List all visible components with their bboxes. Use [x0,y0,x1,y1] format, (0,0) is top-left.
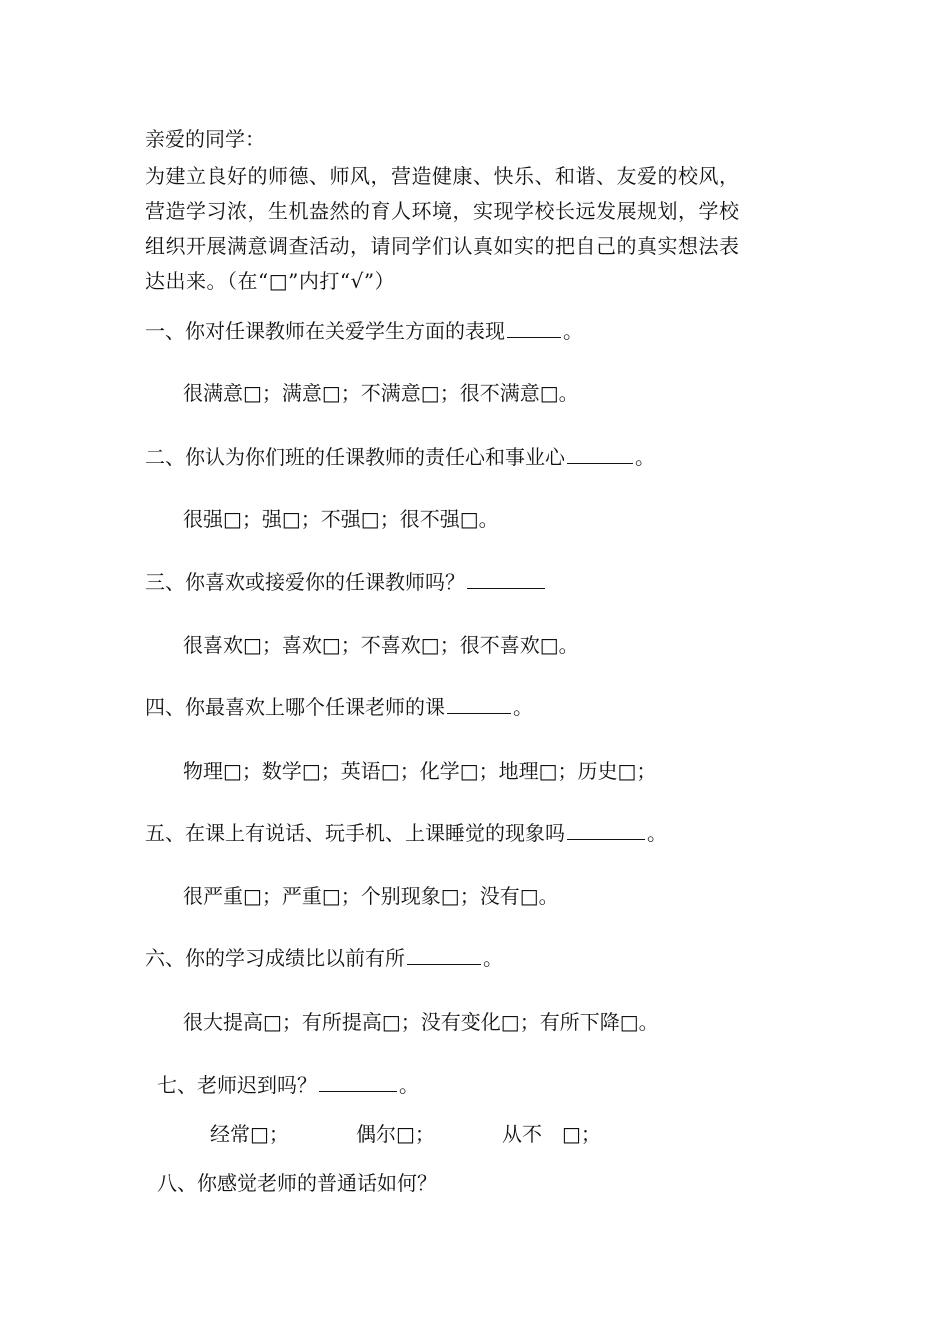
question-suffix: 。 [635,445,655,469]
question-1-options[interactable]: 很满意□；满意□；不满意□；很不满意□。 [183,381,579,405]
answer-blank[interactable] [567,443,633,464]
question-3-options[interactable]: 很喜欢□；喜欢□；不喜欢□；很不喜欢□。 [183,633,579,657]
question-4 [145,692,533,722]
question-text: 六、你的学习成绩比以前有所 [145,946,405,970]
question-suffix: 。 [483,946,503,970]
intro-paragraph [145,159,815,299]
question-text: 三、你喜欢或接爱你的任课教师吗？ [145,570,465,594]
intro-line: 组织开展满意调查活动，请同学们认真如实的把自己的真实想法表 [145,234,740,258]
answer-blank[interactable] [447,693,511,714]
question-7-options [210,1119,601,1149]
intro-line: 为建立良好的师德、师风，营造健康、快乐、和谐、友爱的校风， [145,164,740,188]
question-4-options[interactable]: 物理□；数学□；英语□；化学□；地理□；历史□； [183,759,657,783]
question-text: 五、在课上有说话、玩手机、上课睡觉的现象吗 [145,821,565,845]
question-text: 一、你对任课教师在关爱学生方面的表现 [145,319,505,343]
question-text: 二、你认为你们班的任课教师的责任心和事业心 [145,445,565,469]
question-8 [157,1168,437,1198]
answer-blank[interactable] [467,568,545,589]
question-suffix: 。 [647,821,667,845]
answer-blank[interactable] [319,1071,397,1092]
question-text: 七、老师迟到吗？ [157,1073,317,1097]
question-text: 四、你最喜欢上哪个任课老师的课 [145,695,445,719]
intro-line: 达出来。（在“□”内打“√”） [145,269,396,293]
question-6-options[interactable]: 很大提高□；有所提高□；没有变化□；有所下降□。 [183,1010,659,1034]
question-5 [145,818,667,848]
question-suffix: 。 [563,319,583,343]
answer-blank[interactable] [407,944,481,965]
option-never[interactable]: 从不 □； [502,1122,601,1146]
question-suffix: 。 [513,695,533,719]
option-sometimes[interactable]: 偶尔□； [356,1122,435,1146]
answer-blank[interactable] [567,819,645,840]
question-2 [145,442,655,472]
question-suffix: 。 [399,1073,419,1097]
option-often[interactable]: 经常□； [210,1122,289,1146]
greeting: 亲爱的同学： [145,127,265,151]
question-7 [157,1070,419,1100]
answer-blank[interactable] [507,317,561,338]
question-5-options[interactable]: 很严重□；严重□；个别现象□；没有□。 [183,884,559,908]
question-text: 八、你感觉老师的普通话如何？ [157,1171,437,1195]
question-6 [145,943,503,973]
intro-line: 营造学习浓，生机盎然的育人环境，实现学校长远发展规划，学校 [145,199,740,223]
question-1 [145,316,583,346]
question-3 [145,567,547,597]
question-2-options[interactable]: 很强□；强□；不强□；很不强□。 [183,507,499,531]
